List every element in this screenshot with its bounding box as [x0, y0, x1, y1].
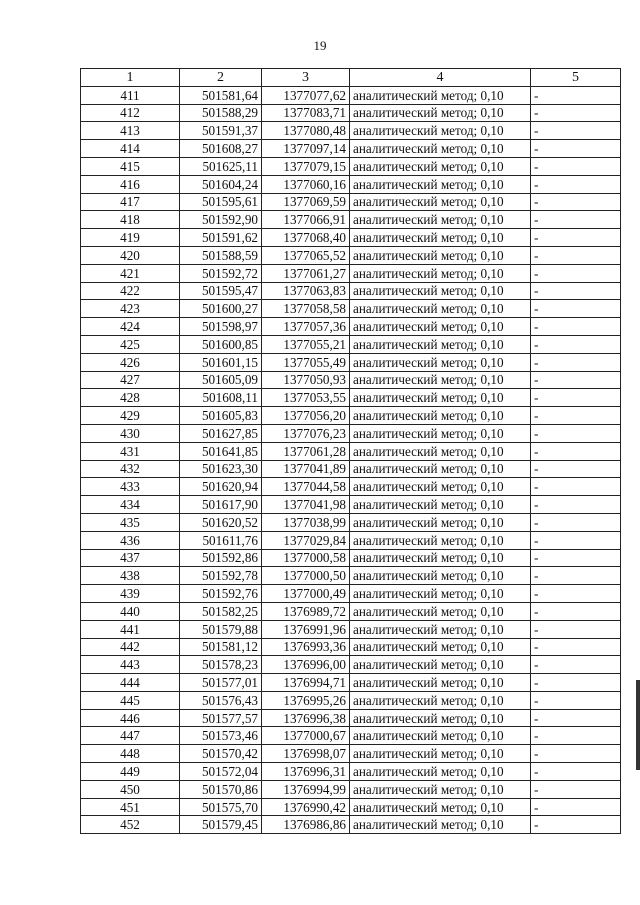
point-number-cell: 431: [81, 442, 180, 460]
y-coordinate-cell: 1376996,38: [262, 709, 350, 727]
point-number-cell: 449: [81, 763, 180, 781]
description-cell: -: [531, 745, 621, 763]
x-coordinate-cell: 501570,42: [180, 745, 262, 763]
table-row: [81, 460, 621, 478]
method-accuracy-cell: аналитический метод; 0,10: [350, 353, 531, 371]
table-row: [81, 798, 621, 816]
x-coordinate-cell: 501623,30: [180, 460, 262, 478]
y-coordinate-cell: 1377061,27: [262, 264, 350, 282]
y-coordinate-cell: 1376996,00: [262, 656, 350, 674]
point-number-cell: 413: [81, 122, 180, 140]
x-coordinate-cell: 501641,85: [180, 442, 262, 460]
y-coordinate-cell: 1377061,28: [262, 442, 350, 460]
method-accuracy-cell: аналитический метод; 0,10: [350, 656, 531, 674]
y-coordinate-cell: 1377060,16: [262, 175, 350, 193]
header-col-2: 2: [180, 69, 262, 87]
point-number-cell: 419: [81, 229, 180, 247]
method-accuracy-cell: аналитический метод; 0,10: [350, 282, 531, 300]
table-row: [81, 674, 621, 692]
scan-edge-mark: [636, 680, 640, 770]
x-coordinate-cell: 501577,01: [180, 674, 262, 692]
description-cell: -: [531, 318, 621, 336]
y-coordinate-cell: 1377066,91: [262, 211, 350, 229]
y-coordinate-cell: 1377000,50: [262, 567, 350, 585]
description-cell: -: [531, 264, 621, 282]
description-cell: -: [531, 602, 621, 620]
y-coordinate-cell: 1377056,20: [262, 407, 350, 425]
method-accuracy-cell: аналитический метод; 0,10: [350, 407, 531, 425]
y-coordinate-cell: 1377065,52: [262, 246, 350, 264]
point-number-cell: 416: [81, 175, 180, 193]
y-coordinate-cell: 1377057,36: [262, 318, 350, 336]
table-row: [81, 140, 621, 158]
method-accuracy-cell: аналитический метод; 0,10: [350, 798, 531, 816]
description-cell: -: [531, 282, 621, 300]
description-cell: -: [531, 709, 621, 727]
point-number-cell: 446: [81, 709, 180, 727]
description-cell: -: [531, 353, 621, 371]
method-accuracy-cell: аналитический метод; 0,10: [350, 816, 531, 834]
description-cell: -: [531, 371, 621, 389]
method-accuracy-cell: аналитический метод; 0,10: [350, 763, 531, 781]
table-row: [81, 496, 621, 514]
x-coordinate-cell: 501595,47: [180, 282, 262, 300]
table-row: [81, 282, 621, 300]
method-accuracy-cell: аналитический метод; 0,10: [350, 193, 531, 211]
description-cell: -: [531, 513, 621, 531]
description-cell: -: [531, 798, 621, 816]
table-row: [81, 353, 621, 371]
table-row: [81, 656, 621, 674]
description-cell: -: [531, 407, 621, 425]
method-accuracy-cell: аналитический метод; 0,10: [350, 567, 531, 585]
y-coordinate-cell: 1376994,71: [262, 674, 350, 692]
table-row: [81, 122, 621, 140]
x-coordinate-cell: 501581,64: [180, 86, 262, 104]
description-cell: -: [531, 211, 621, 229]
description-cell: -: [531, 193, 621, 211]
y-coordinate-cell: 1377083,71: [262, 104, 350, 122]
y-coordinate-cell: 1376994,99: [262, 780, 350, 798]
description-cell: -: [531, 763, 621, 781]
method-accuracy-cell: аналитический метод; 0,10: [350, 531, 531, 549]
y-coordinate-cell: 1377041,89: [262, 460, 350, 478]
table-row: [81, 175, 621, 193]
header-col-5: 5: [531, 69, 621, 87]
method-accuracy-cell: аналитический метод; 0,10: [350, 122, 531, 140]
x-coordinate-cell: 501592,72: [180, 264, 262, 282]
table-row: [81, 407, 621, 425]
y-coordinate-cell: 1377000,67: [262, 727, 350, 745]
method-accuracy-cell: аналитический метод; 0,10: [350, 638, 531, 656]
description-cell: -: [531, 478, 621, 496]
table-row: [81, 211, 621, 229]
description-cell: -: [531, 389, 621, 407]
x-coordinate-cell: 501600,27: [180, 300, 262, 318]
y-coordinate-cell: 1376989,72: [262, 602, 350, 620]
x-coordinate-cell: 501592,86: [180, 549, 262, 567]
point-number-cell: 435: [81, 513, 180, 531]
x-coordinate-cell: 501582,25: [180, 602, 262, 620]
x-coordinate-cell: 501598,97: [180, 318, 262, 336]
y-coordinate-cell: 1377000,58: [262, 549, 350, 567]
method-accuracy-cell: аналитический метод; 0,10: [350, 709, 531, 727]
y-coordinate-cell: 1377041,98: [262, 496, 350, 514]
x-coordinate-cell: 501617,90: [180, 496, 262, 514]
description-cell: -: [531, 816, 621, 834]
method-accuracy-cell: аналитический метод; 0,10: [350, 157, 531, 175]
x-coordinate-cell: 501576,43: [180, 691, 262, 709]
x-coordinate-cell: 501579,45: [180, 816, 262, 834]
y-coordinate-cell: 1377063,83: [262, 282, 350, 300]
y-coordinate-cell: 1377050,93: [262, 371, 350, 389]
point-number-cell: 448: [81, 745, 180, 763]
description-cell: -: [531, 424, 621, 442]
method-accuracy-cell: аналитический метод; 0,10: [350, 246, 531, 264]
y-coordinate-cell: 1376996,31: [262, 763, 350, 781]
point-number-cell: 423: [81, 300, 180, 318]
table-row: [81, 335, 621, 353]
table-row: [81, 371, 621, 389]
point-number-cell: 437: [81, 549, 180, 567]
point-number-cell: 420: [81, 246, 180, 264]
y-coordinate-cell: 1377055,49: [262, 353, 350, 371]
x-coordinate-cell: 501579,88: [180, 620, 262, 638]
table-row: [81, 638, 621, 656]
table-row: [81, 157, 621, 175]
table-header-row: [81, 69, 621, 87]
point-number-cell: 445: [81, 691, 180, 709]
table-row: [81, 193, 621, 211]
point-number-cell: 444: [81, 674, 180, 692]
y-coordinate-cell: 1377069,59: [262, 193, 350, 211]
description-cell: -: [531, 86, 621, 104]
description-cell: -: [531, 122, 621, 140]
description-cell: -: [531, 727, 621, 745]
method-accuracy-cell: аналитический метод; 0,10: [350, 727, 531, 745]
point-number-cell: 452: [81, 816, 180, 834]
y-coordinate-cell: 1376991,96: [262, 620, 350, 638]
method-accuracy-cell: аналитический метод; 0,10: [350, 513, 531, 531]
point-number-cell: 427: [81, 371, 180, 389]
x-coordinate-cell: 501573,46: [180, 727, 262, 745]
x-coordinate-cell: 501608,27: [180, 140, 262, 158]
header-col-4: 4: [350, 69, 531, 87]
point-number-cell: 436: [81, 531, 180, 549]
header-col-3: 3: [262, 69, 350, 87]
point-number-cell: 440: [81, 602, 180, 620]
description-cell: -: [531, 674, 621, 692]
description-cell: -: [531, 335, 621, 353]
method-accuracy-cell: аналитический метод; 0,10: [350, 780, 531, 798]
table-row: [81, 264, 621, 282]
x-coordinate-cell: 501578,23: [180, 656, 262, 674]
table-row: [81, 104, 621, 122]
description-cell: -: [531, 531, 621, 549]
method-accuracy-cell: аналитический метод; 0,10: [350, 300, 531, 318]
point-number-cell: 412: [81, 104, 180, 122]
method-accuracy-cell: аналитический метод; 0,10: [350, 549, 531, 567]
point-number-cell: 438: [81, 567, 180, 585]
method-accuracy-cell: аналитический метод; 0,10: [350, 86, 531, 104]
table-row: [81, 602, 621, 620]
point-number-cell: 442: [81, 638, 180, 656]
point-number-cell: 433: [81, 478, 180, 496]
method-accuracy-cell: аналитический метод; 0,10: [350, 264, 531, 282]
y-coordinate-cell: 1377079,15: [262, 157, 350, 175]
table-row: [81, 567, 621, 585]
point-number-cell: 430: [81, 424, 180, 442]
point-number-cell: 439: [81, 585, 180, 603]
point-number-cell: 451: [81, 798, 180, 816]
x-coordinate-cell: 501591,37: [180, 122, 262, 140]
y-coordinate-cell: 1377029,84: [262, 531, 350, 549]
x-coordinate-cell: 501592,78: [180, 567, 262, 585]
description-cell: -: [531, 638, 621, 656]
x-coordinate-cell: 501620,52: [180, 513, 262, 531]
y-coordinate-cell: 1376998,07: [262, 745, 350, 763]
y-coordinate-cell: 1377058,58: [262, 300, 350, 318]
description-cell: -: [531, 246, 621, 264]
point-number-cell: 432: [81, 460, 180, 478]
y-coordinate-cell: 1376986,86: [262, 816, 350, 834]
table-row: [81, 478, 621, 496]
point-number-cell: 429: [81, 407, 180, 425]
x-coordinate-cell: 501608,11: [180, 389, 262, 407]
description-cell: -: [531, 585, 621, 603]
y-coordinate-cell: 1377068,40: [262, 229, 350, 247]
point-number-cell: 425: [81, 335, 180, 353]
table-row: [81, 246, 621, 264]
description-cell: -: [531, 780, 621, 798]
table-row: [81, 585, 621, 603]
description-cell: -: [531, 549, 621, 567]
table-row: [81, 549, 621, 567]
x-coordinate-cell: 501605,83: [180, 407, 262, 425]
y-coordinate-cell: 1377044,58: [262, 478, 350, 496]
method-accuracy-cell: аналитический метод; 0,10: [350, 691, 531, 709]
y-coordinate-cell: 1377038,99: [262, 513, 350, 531]
table-row: [81, 816, 621, 834]
method-accuracy-cell: аналитический метод; 0,10: [350, 335, 531, 353]
method-accuracy-cell: аналитический метод; 0,10: [350, 211, 531, 229]
method-accuracy-cell: аналитический метод; 0,10: [350, 478, 531, 496]
point-number-cell: 422: [81, 282, 180, 300]
point-number-cell: 426: [81, 353, 180, 371]
description-cell: -: [531, 229, 621, 247]
point-number-cell: 447: [81, 727, 180, 745]
y-coordinate-cell: 1377000,49: [262, 585, 350, 603]
x-coordinate-cell: 501588,29: [180, 104, 262, 122]
table-row: [81, 620, 621, 638]
method-accuracy-cell: аналитический метод; 0,10: [350, 674, 531, 692]
method-accuracy-cell: аналитический метод; 0,10: [350, 745, 531, 763]
method-accuracy-cell: аналитический метод; 0,10: [350, 318, 531, 336]
x-coordinate-cell: 501600,85: [180, 335, 262, 353]
table-row: [81, 531, 621, 549]
description-cell: -: [531, 460, 621, 478]
method-accuracy-cell: аналитический метод; 0,10: [350, 175, 531, 193]
y-coordinate-cell: 1377080,48: [262, 122, 350, 140]
x-coordinate-cell: 501611,76: [180, 531, 262, 549]
table-row: [81, 389, 621, 407]
x-coordinate-cell: 501592,76: [180, 585, 262, 603]
y-coordinate-cell: 1376993,36: [262, 638, 350, 656]
point-number-cell: 424: [81, 318, 180, 336]
table-row: [81, 780, 621, 798]
x-coordinate-cell: 501605,09: [180, 371, 262, 389]
description-cell: -: [531, 300, 621, 318]
point-number-cell: 417: [81, 193, 180, 211]
description-cell: -: [531, 157, 621, 175]
table-row: [81, 300, 621, 318]
method-accuracy-cell: аналитический метод; 0,10: [350, 585, 531, 603]
point-number-cell: 414: [81, 140, 180, 158]
table-row: [81, 691, 621, 709]
table-row: [81, 424, 621, 442]
method-accuracy-cell: аналитический метод; 0,10: [350, 229, 531, 247]
x-coordinate-cell: 501604,24: [180, 175, 262, 193]
description-cell: -: [531, 656, 621, 674]
x-coordinate-cell: 501601,15: [180, 353, 262, 371]
method-accuracy-cell: аналитический метод; 0,10: [350, 442, 531, 460]
y-coordinate-cell: 1377053,55: [262, 389, 350, 407]
point-number-cell: 411: [81, 86, 180, 104]
method-accuracy-cell: аналитический метод; 0,10: [350, 104, 531, 122]
method-accuracy-cell: аналитический метод; 0,10: [350, 140, 531, 158]
table-row: [81, 513, 621, 531]
description-cell: -: [531, 175, 621, 193]
description-cell: -: [531, 140, 621, 158]
x-coordinate-cell: 501620,94: [180, 478, 262, 496]
description-cell: -: [531, 104, 621, 122]
x-coordinate-cell: 501575,70: [180, 798, 262, 816]
method-accuracy-cell: аналитический метод; 0,10: [350, 496, 531, 514]
page-number: 19: [313, 38, 327, 53]
point-number-cell: 434: [81, 496, 180, 514]
table-row: [81, 727, 621, 745]
x-coordinate-cell: 501570,86: [180, 780, 262, 798]
table-row: [81, 318, 621, 336]
table-body: [81, 86, 621, 833]
table-row: [81, 442, 621, 460]
description-cell: -: [531, 496, 621, 514]
table-row: [81, 229, 621, 247]
method-accuracy-cell: аналитический метод; 0,10: [350, 620, 531, 638]
point-number-cell: 421: [81, 264, 180, 282]
point-number-cell: 428: [81, 389, 180, 407]
y-coordinate-cell: 1376995,26: [262, 691, 350, 709]
table-row: [81, 709, 621, 727]
table-row: [81, 763, 621, 781]
point-number-cell: 418: [81, 211, 180, 229]
description-cell: -: [531, 567, 621, 585]
x-coordinate-cell: 501625,11: [180, 157, 262, 175]
x-coordinate-cell: 501588,59: [180, 246, 262, 264]
header-col-1: 1: [81, 69, 180, 87]
method-accuracy-cell: аналитический метод; 0,10: [350, 460, 531, 478]
y-coordinate-cell: 1377077,62: [262, 86, 350, 104]
description-cell: -: [531, 691, 621, 709]
y-coordinate-cell: 1377055,21: [262, 335, 350, 353]
method-accuracy-cell: аналитический метод; 0,10: [350, 424, 531, 442]
x-coordinate-cell: 501591,62: [180, 229, 262, 247]
x-coordinate-cell: 501595,61: [180, 193, 262, 211]
y-coordinate-cell: 1377076,23: [262, 424, 350, 442]
coordinates-table: [80, 68, 621, 834]
x-coordinate-cell: 501577,57: [180, 709, 262, 727]
y-coordinate-cell: 1377097,14: [262, 140, 350, 158]
table-row: [81, 745, 621, 763]
description-cell: -: [531, 442, 621, 460]
x-coordinate-cell: 501627,85: [180, 424, 262, 442]
point-number-cell: 443: [81, 656, 180, 674]
y-coordinate-cell: 1376990,42: [262, 798, 350, 816]
point-number-cell: 415: [81, 157, 180, 175]
description-cell: -: [531, 620, 621, 638]
point-number-cell: 450: [81, 780, 180, 798]
method-accuracy-cell: аналитический метод; 0,10: [350, 389, 531, 407]
method-accuracy-cell: аналитический метод; 0,10: [350, 602, 531, 620]
method-accuracy-cell: аналитический метод; 0,10: [350, 371, 531, 389]
table-row: [81, 86, 621, 104]
x-coordinate-cell: 501592,90: [180, 211, 262, 229]
x-coordinate-cell: 501581,12: [180, 638, 262, 656]
point-number-cell: 441: [81, 620, 180, 638]
x-coordinate-cell: 501572,04: [180, 763, 262, 781]
